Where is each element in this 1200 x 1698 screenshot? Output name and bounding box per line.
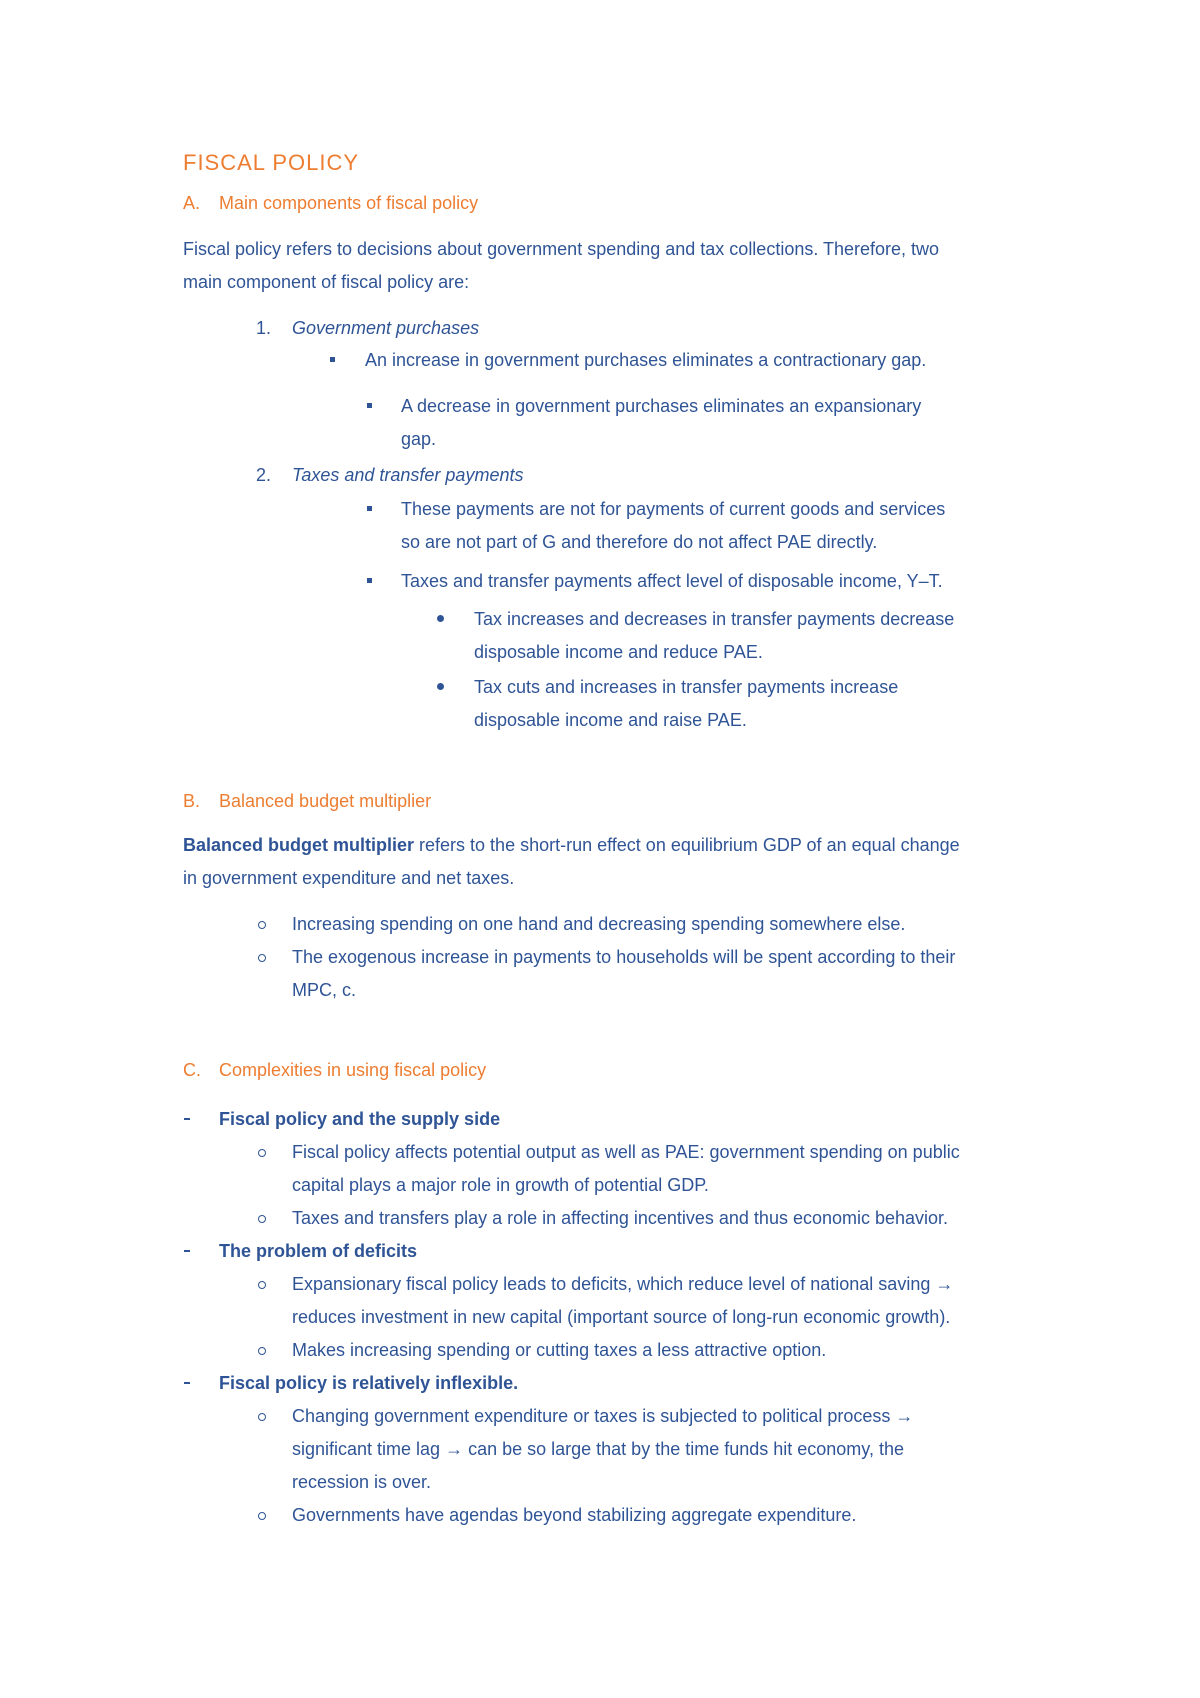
section-b-marker: B. [183, 791, 201, 811]
dash-bullet-icon [184, 1118, 190, 1120]
circle-bullet-icon [258, 1281, 266, 1289]
bullet-agendas: Governments have agendas beyond stabilizing aggregate expenditure. [292, 1505, 857, 1525]
sub-bullet-tax-increase-line-1: Tax increases and decreases in transfer payments decrease [474, 609, 955, 629]
section-a-marker: A. [183, 193, 201, 213]
group-supply-side-title: Fiscal policy and the supply side [219, 1109, 501, 1129]
bullet-payments-line-2: so are not part of G and therefore do not affect PAE directly. [401, 532, 878, 552]
square-bullet-icon [367, 578, 372, 583]
bullet-exogenous-line-1: The exogenous increase in payments to households will be spent according to their [292, 947, 956, 967]
circle-bullet-icon [258, 921, 266, 929]
bullet-increasing-spending: Increasing spending on one hand and decreasing spending somewhere else. [292, 914, 906, 934]
bullet-government-increase: An increase in government purchases eliminates a contractionary gap. [365, 350, 927, 370]
section-a-intro-line-1: Fiscal policy refers to decisions about government spending and tax collections. Therefore, two [183, 239, 940, 259]
bullet-disposable-income: Taxes and transfer payments affect level of disposable income, Y–T. [401, 571, 943, 591]
square-bullet-icon [330, 357, 335, 362]
bullet-potential-output-line-1: Fiscal policy affects potential output as well as PAE: government spending on public [292, 1142, 960, 1162]
bullet-potential-output-line-2: capital plays a major role in growth of potential GDP. [292, 1175, 709, 1195]
bullet-political-process-line-2: significant time lag → can be so large that by the time funds hit economy, the [292, 1439, 904, 1459]
bullet-government-decrease-line-1: A decrease in government purchases eliminates an expansionary [401, 396, 922, 416]
section-c-marker: C. [183, 1060, 201, 1080]
dash-bullet-icon [184, 1382, 190, 1384]
square-bullet-icon [367, 506, 372, 511]
section-b-definition-line-1 [183, 829, 960, 861]
circle-bullet-icon [258, 1413, 266, 1421]
section-b-definition-line-2: in government expenditure and net taxes. [183, 868, 515, 888]
round-bullet-icon [437, 683, 444, 690]
circle-bullet-icon [258, 954, 266, 962]
defined-term: Balanced budget multiplier [183, 835, 415, 855]
bullet-less-attractive: Makes increasing spending or cutting taxes a less attractive option. [292, 1340, 827, 1360]
sub-bullet-tax-increase-line-2: disposable income and reduce PAE. [474, 642, 763, 662]
list-item-taxes-transfer: Taxes and transfer payments [292, 465, 524, 485]
circle-bullet-icon [258, 1215, 266, 1223]
list-number-1: 1. [256, 318, 272, 338]
list-number-2: 2. [256, 465, 272, 485]
sub-bullet-tax-cut-line-1: Tax cuts and increases in transfer payments increase [474, 677, 899, 697]
bullet-incentives: Taxes and transfers play a role in affecting incentives and thus economic behavior. [292, 1208, 949, 1228]
bullet-payments-line-1: These payments are not for payments of current goods and services [401, 499, 946, 519]
square-bullet-icon [367, 403, 372, 408]
section-a-heading: Main components of fiscal policy [219, 193, 479, 213]
list-item-government-purchases: Government purchases [292, 318, 480, 338]
section-a-intro-line-2: main component of fiscal policy are: [183, 272, 470, 292]
round-bullet-icon [437, 615, 444, 622]
circle-bullet-icon [258, 1347, 266, 1355]
group-deficits-title: The problem of deficits [219, 1241, 418, 1261]
bullet-exogenous-line-2: MPC, c. [292, 980, 357, 1000]
dash-bullet-icon [184, 1250, 190, 1252]
circle-bullet-icon [258, 1149, 266, 1157]
section-b-heading: Balanced budget multiplier [219, 791, 432, 811]
bullet-government-decrease-line-2: gap. [401, 429, 437, 449]
bullet-political-process-line-3: recession is over. [292, 1472, 432, 1492]
section-c-heading: Complexities in using fiscal policy [219, 1060, 487, 1080]
document-title: FISCAL POLICY [183, 150, 360, 175]
definition-text: refers to the short-run effect on equilibrium GDP of an equal change [414, 835, 960, 855]
bullet-political-process-line-1: Changing government expenditure or taxes is subjected to political process → [292, 1406, 914, 1426]
bullet-deficits-line-1: Expansionary fiscal policy leads to deficits, which reduce level of national saving → [292, 1274, 954, 1294]
circle-bullet-icon [258, 1512, 266, 1520]
group-inflexible-title: Fiscal policy is relatively inflexible. [219, 1373, 519, 1393]
sub-bullet-tax-cut-line-2: disposable income and raise PAE. [474, 710, 747, 730]
bullet-deficits-line-2: reduces investment in new capital (important source of long-run economic growth). [292, 1307, 951, 1327]
